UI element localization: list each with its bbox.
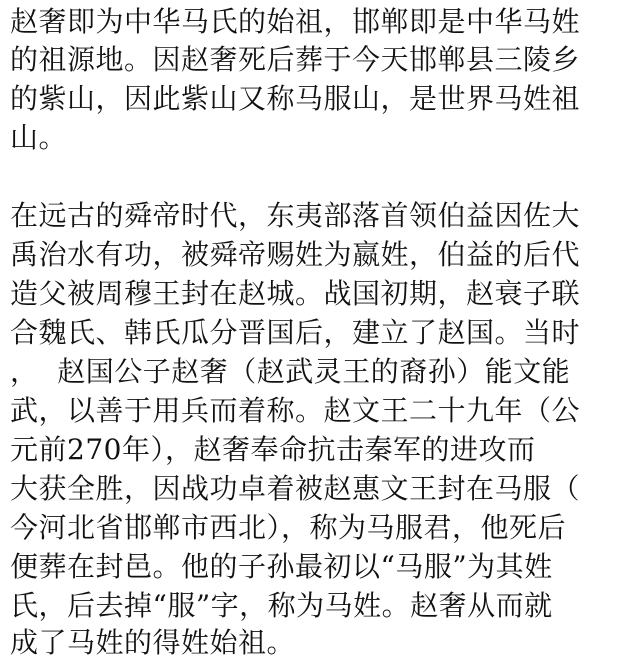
text-line: ， 赵国公子赵奢（赵武灵王的裔孙）能文能 [10,355,571,388]
text-line: 便葬在封邑。他的子孙最初以“马服”为其姓 [10,550,553,583]
text-line: 山。 [10,121,68,154]
text-line: 元前270年），赵奢奉命抗击秦军的进攻而 [10,433,536,466]
text-line: 武，以善于用兵而着称。赵文王二十九年（公 [10,394,581,427]
text-line: 的祖源地。因赵奢死后葬于今天邯郸县三陵乡 [10,43,581,76]
text-line: 大获全胜，因战功卓着被赵惠文王封在马服（ [10,472,581,505]
text-line: 造父被周穆王封在赵城。战国初期，赵衰子联 [10,277,581,310]
text-line: 合魏氏、韩氏瓜分晋国后，建立了赵国。当时 [10,316,581,349]
text-line: 在远古的舜帝时代，东夷部落首领伯益因佐大 [10,199,581,232]
text-line: 今河北省邯郸市西北），称为马服君，他死后 [10,511,567,544]
text-line: 的紫山，因此紫山又称马服山，是世界马姓祖 [10,82,581,115]
text-line: 禹治水有功，被舜帝赐姓为嬴姓，伯益的后代 [10,238,581,271]
text-line: 氏，后去掉“服”字，称为马姓。赵奢从而就 [10,589,553,622]
text-line: 成了马姓的得姓始祖。 [10,626,296,659]
text-line: 赵奢即为中华马氏的始祖，邯郸即是中华马姓 [10,5,581,38]
